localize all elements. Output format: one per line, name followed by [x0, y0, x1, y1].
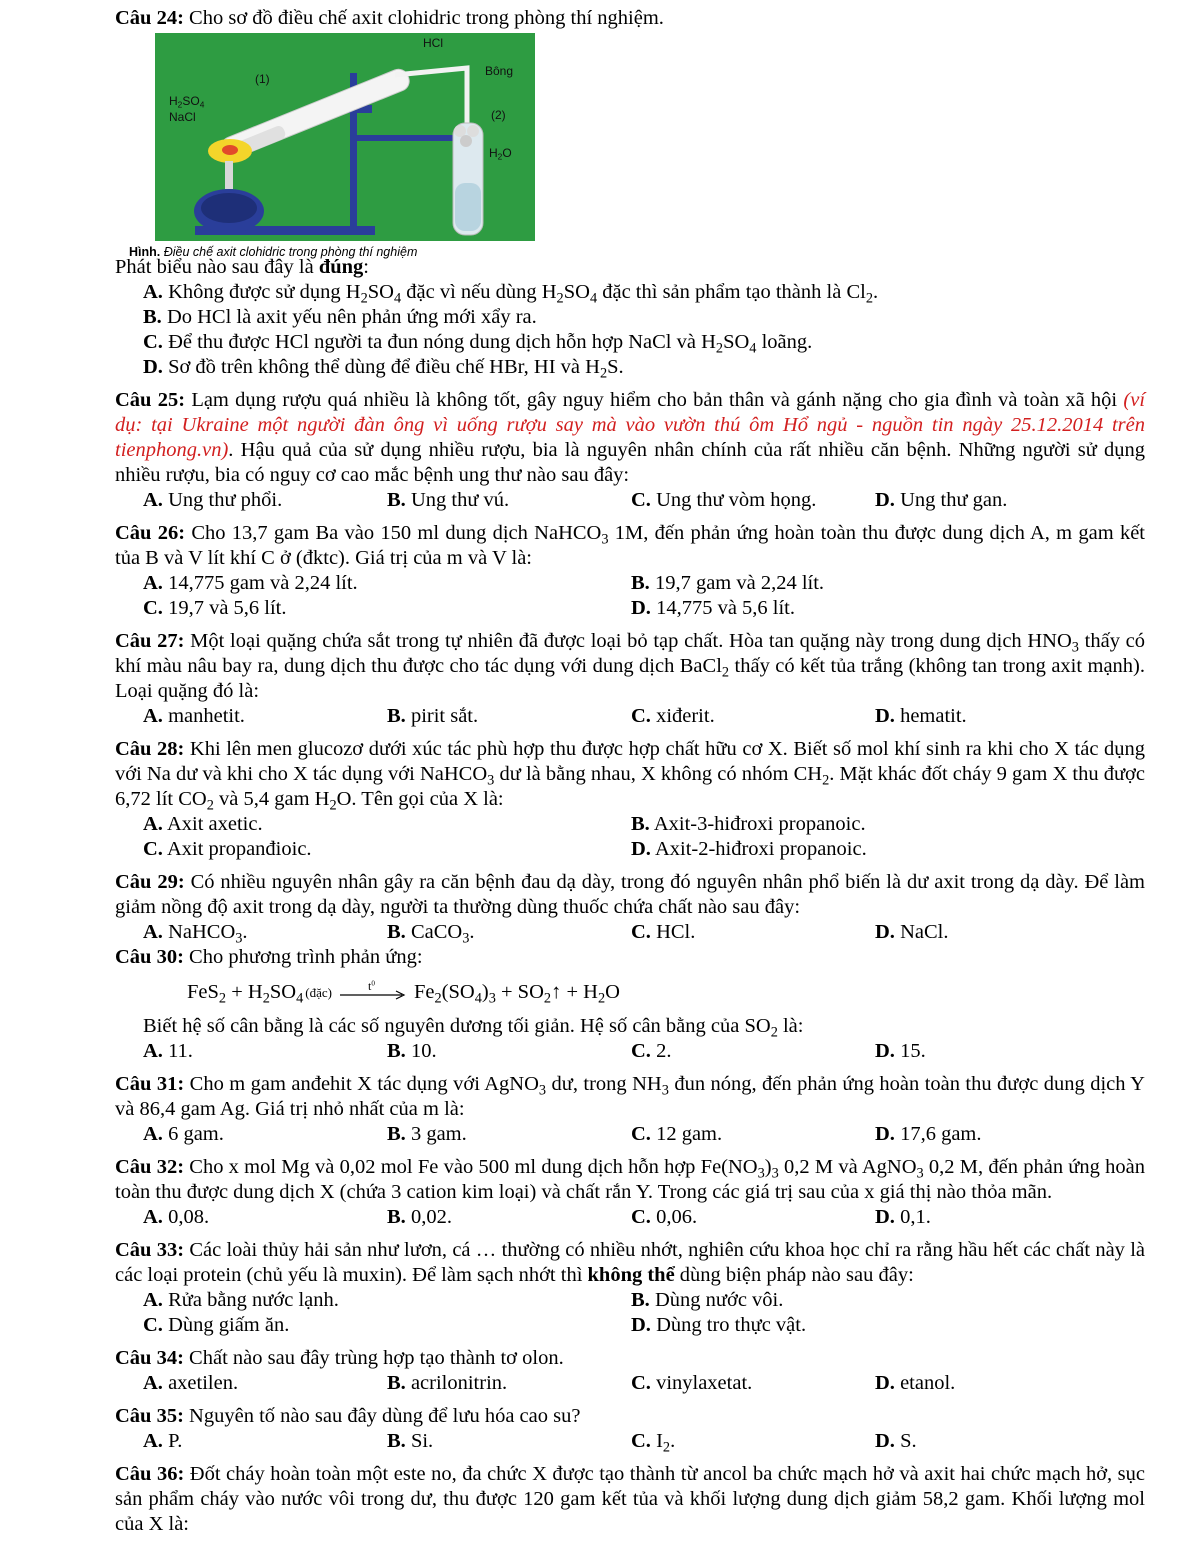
question-32-options	[143, 1205, 1145, 1230]
option-d: D. etanol.	[875, 1372, 956, 1394]
question-29-options	[143, 920, 1145, 945]
question-31: Câu 31: Cho m gam anđehit X tác dụng với AgNO$_3$ dư, trong $NH_3$ đun nóng, đến phản ứng hoàn toàn thu được dung dịch Y và 86,4 gam Ag. Giá trị nhỏ nhất của m là:	[115, 1073, 1145, 1120]
option-d: D. hematit.	[875, 705, 967, 727]
option-c: C. Dùng giấm ăn.	[143, 1314, 290, 1336]
label-h2so4: $H_2SO_4$	[169, 94, 205, 110]
label-hcl: HCl	[423, 36, 443, 50]
question-25-options	[143, 488, 1145, 513]
exam-page	[115, 6, 1145, 1537]
question-33: Câu 33: Các loài thủy hải sản như lươn, cá … thường có nhiều nhớt, nghiên cứu khoa học chỉ ra rằng hầu hết các chất này là các loại protein (chủ yếu là muxin). Để làm sạch nhớt thì không thể dùng biện pháp nào sau đây:	[115, 1239, 1145, 1286]
option-b: B. 10.	[387, 1040, 437, 1062]
option-c: C. xiđerit.	[631, 705, 715, 727]
figure-caption: Hình. Điều chế axit clohidric trong phòng thí nghiệm	[129, 245, 418, 259]
option-a: A. Rửa bằng nước lạnh.	[143, 1289, 339, 1311]
option-c: C. 19,7 và 5,6 lít.	[143, 597, 287, 619]
question-34: Câu 34: Chất nào sau đây trùng hợp tạo thành tơ olon.	[115, 1347, 564, 1369]
option-b: B. 19,7 gam và 2,24 lít.	[631, 572, 825, 594]
option-d: D. NaCl.	[875, 921, 949, 943]
option-c: C. vinylaxetat.	[631, 1372, 753, 1394]
option-d: D. Sơ đồ trên không thể dùng để điều chế HBr, HI và $H_2S$.	[143, 356, 624, 382]
question-28: Câu 28: Khi lên men glucozơ dưới xúc tác phù hợp thu được hợp chất hữu cơ X. Biết số mol khí sinh ra khi cho X tác dụng với Na dư và khi cho X tác dụng với NaHCO$_3$ dư là bằng nhau, X không có nhóm $CH_2$. Mặt khác đốt cháy 9 gam X thu được 6,72 lít $CO_2$ và 5,4 gam $H_2O$. Tên gọi của X là:	[115, 738, 1145, 814]
hcl-apparatus-illustration	[155, 33, 535, 241]
option-c: C. 12 gam.	[631, 1123, 723, 1145]
option-c: C. $I_2$.	[631, 1430, 676, 1456]
option-a: A. 6 gam.	[143, 1123, 224, 1145]
option-b: B. Axit-3-hiđroxi propanoic.	[631, 813, 866, 835]
option-a: A. Axit axetic.	[143, 813, 263, 835]
option-d: D. 0,1.	[875, 1206, 931, 1228]
question-24-prompt: Phát biểu nào sau đây là đúng:	[115, 256, 369, 278]
question-25: Câu 25: Lạm dụng rượu quá nhiều là không tốt, gây nguy hiểm cho bản thân và gánh nặng cho gia đình và toàn xã hội (ví dụ: tại Ukraine một người đàn ông vì uống rượu say mà vào vườn thú ôm Hổ ngủ - nguồn tin ngày 25.12.2014 trên tienphong.vn). Hậu quả của sử dụng nhiều rượu, bia là nguyên nhân chính của rất nhiều căn bệnh. Những người sử dụng nhiều rượu, bia có nguy cơ cao mắc bệnh ung thư nào sau đây:	[115, 389, 1146, 486]
lab-apparatus-figure	[115, 33, 595, 259]
option-c: C. Ung thư vòm họng.	[631, 489, 817, 511]
option-c: C. Axit propanđioic.	[143, 838, 312, 860]
option-c: C. 2.	[631, 1040, 672, 1062]
option-c: C. Để thu được HCl người ta đun nóng dung dịch hỗn hợp NaCl và $H_2SO_4$ loãng.	[143, 331, 813, 357]
reaction-arrow: $t^0$	[338, 982, 408, 1002]
option-b: B. Dùng nước vôi.	[631, 1289, 784, 1311]
option-a: A. manhetit.	[143, 705, 245, 727]
question-29: Câu 29: Có nhiều nguyên nhân gây ra căn bệnh đau dạ dày, trong đó nguyên nhân phổ biến là dư axit trong dạ dày. Để làm giảm nồng độ axit trong dạ dày, người ta thường dùng thuốc chứa chất nào sau đây:	[115, 871, 1145, 918]
question-28-options	[143, 812, 1145, 862]
question-35-options	[143, 1429, 1145, 1454]
news-reference: (ví dụ: tại Ukraine một người đàn ông vì uống rượu say mà vào vườn thú ôm Hổ ngủ - nguồn tin ngày 25.12.2014 trên tienphong.vn)	[115, 389, 1146, 461]
question-36: Câu 36: Đốt cháy hoàn toàn một este no, đa chức X được tạo thành từ ancol ba chức mạch hở và axit hai chức mạch hở, sục sản phẩm cháy vào nước vôi trong dư, thu được 120 gam kết tủa và khối lượng dung dịch giảm 58,2 gam. Khối lượng mol của X là:	[115, 1463, 1145, 1535]
question-24-options	[143, 280, 1145, 380]
option-d: D. 14,775 và 5,6 lít.	[631, 597, 795, 619]
label-1: (1)	[255, 72, 270, 86]
question-31-options	[143, 1122, 1145, 1147]
option-b: B. acrilonitrin.	[387, 1372, 508, 1394]
option-b: B. Do HCl là axit yếu nên phản ứng mới xẩy ra.	[143, 306, 537, 328]
option-b: B. Ung thư vú.	[387, 489, 510, 511]
option-b: B. pirit sắt.	[387, 705, 479, 727]
option-b: B. 3 gam.	[387, 1123, 467, 1145]
question-24	[115, 6, 1145, 31]
option-d: D. Ung thư gan.	[875, 489, 1008, 511]
option-a: A. NaHCO$_3$.	[143, 921, 248, 947]
question-34-options	[143, 1371, 1145, 1396]
label-2: (2)	[491, 108, 506, 122]
option-a: A. 0,08.	[143, 1206, 210, 1228]
question-30: Câu 30: Cho phương trình phản ứng:	[115, 946, 423, 968]
option-a: A. axetilen.	[143, 1372, 239, 1394]
reaction-equation: $FeS_2 + H_2SO_4$ (đặc) $t^0$ $Fe_2(SO_4)_3$ + $SO_2↑ + H_2O$	[187, 979, 620, 1006]
option-a: A. Ung thư phổi.	[143, 489, 283, 511]
question-33-options	[143, 1288, 1145, 1338]
question-26: Câu 26: Cho 13,7 gam Ba vào 150 ml dung dịch NaHCO$_3$ 1M, đến phản ứng hoàn toàn thu được dung dịch A, m gam kết tủa B và V lít khí C ở (đktc). Giá trị của m và V là:	[115, 522, 1145, 569]
option-a: A. 11.	[143, 1040, 193, 1062]
question-35: Câu 35: Nguyên tố nào sau đây dùng để lưu hóa cao su?	[115, 1405, 581, 1427]
option-a: A. P.	[143, 1430, 183, 1452]
label-bong: Bông	[485, 64, 514, 78]
option-c: C. HCl.	[631, 921, 696, 943]
question-27-options	[143, 704, 1145, 729]
option-d: D. 17,6 gam.	[875, 1123, 982, 1145]
question-text: Cho sơ đồ điều chế axit clohidric trong phòng thí nghiệm.	[189, 7, 664, 29]
label-h2o: $H_2O$	[489, 146, 512, 162]
option-b: B. 0,02.	[387, 1206, 452, 1228]
question-30-text: Biết hệ số cân bằng là các số nguyên dương tối giản. Hệ số cân bằng của $SO_2$ là:	[143, 1015, 804, 1041]
option-d: D. Axit-2-hiđroxi propanoic.	[631, 838, 867, 860]
label-nacl: NaCl	[169, 110, 196, 124]
question-26-options	[143, 571, 1145, 621]
option-d: D. Dùng tro thực vật.	[631, 1314, 807, 1336]
option-b: B. Si.	[387, 1430, 434, 1452]
question-number: Câu 24:	[115, 7, 184, 29]
option-a: A. 14,775 gam và 2,24 lít.	[143, 572, 358, 594]
question-32: Câu 32: Cho x mol Mg và 0,02 mol Fe vào 500 ml dung dịch hỗn hợp $Fe(NO_3)_3$ 0,2 M và AgNO$_3$ 0,2 M, đến phản ứng hoàn toàn thu được dung dịch X (chứa 3 cation kim loại) và chất rắn Y. Trong các giá trị sau của x giá thị nào thỏa mãn.	[115, 1156, 1146, 1203]
option-d: D. 15.	[875, 1040, 926, 1062]
option-b: B. CaCO$_3$.	[387, 921, 475, 947]
figure-image	[155, 33, 535, 241]
option-a: A. Không được sử dụng $H_2SO_4$ đặc vì nếu dùng $H_2SO_4$ đặc thì sản phẩm tạo thành là $Cl_2$.	[143, 281, 879, 307]
question-30-options	[143, 1039, 1145, 1064]
option-d: D. S.	[875, 1430, 917, 1452]
option-c: C. 0,06.	[631, 1206, 698, 1228]
question-27: Câu 27: Một loại quặng chứa sắt trong tự nhiên đã được loại bỏ tạp chất. Hòa tan quặng này trong dung dịch $HNO_3$ thấy có khí màu nâu bay ra, dung dịch thu được cho tác dụng với dung dịch BaCl$_2$ thấy có kết tủa trắng (không tan trong axit mạnh). Loại quặng đó là:	[115, 630, 1145, 702]
